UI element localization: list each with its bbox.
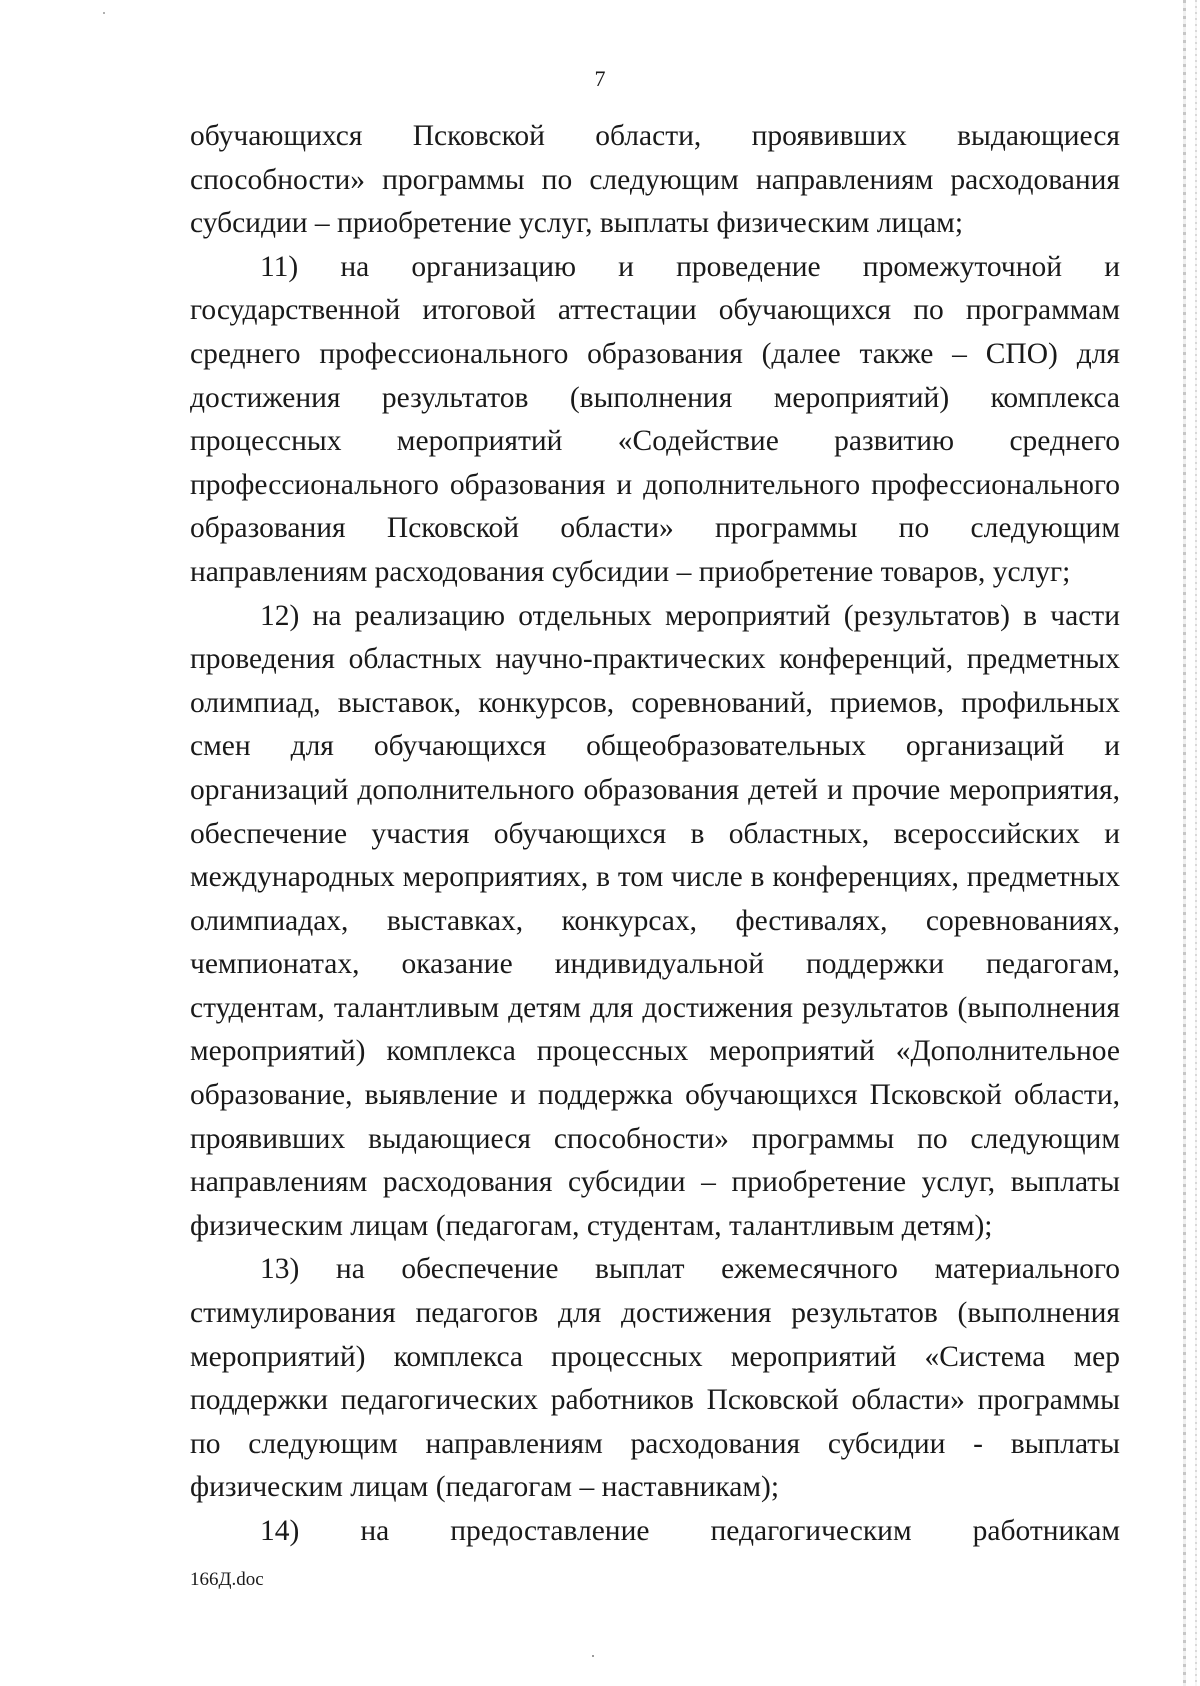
scan-speck (103, 12, 105, 14)
scan-speck (592, 1655, 594, 1657)
paragraph-continuation: обучающихся Псковской области, проявивших выдающиеся способности» программы по следующим направлениям расходования субсидии – приобретение услуг, выплаты физическим лицам; (190, 120, 1120, 240)
paragraph-item-12: 12) на реализацию отдельных мероприятий (результатов) в части проведения областных научно-практических конференций, предметных олимпиад, выставок, конкурсов, соревнований, приемов, профильных смен для обучающихся общеобразовательных организаций и организаций дополнительного образования детей и прочие мероприятия, обеспечение участия обучающихся в областных, всероссийских и международных мероприятиях, в том числе в конференциях, предметных олимпиадах, выставках, конкурсах, фестивалях, соревнованиях, чемпионатах, оказание индивидуальной поддержки педагогам, студентам, талантливым детям для достижения результатов (выполнения мероприятий) комплекса процессных мероприятий «Дополнительное образование, выявление и поддержка обучающихся Псковской области, проявивших выдающиеся способности» программы по следующим направлениям расходования субсидии – приобретение услуг, выплаты физическим лицам (педагогам, студентам, талантливым детям); (190, 599, 1120, 1242)
paragraph-item-13: 13) на обеспечение выплат ежемесячного материального стимулирования педагогов для достижения результатов (выполнения мероприятий) комплекса процессных мероприятий «Система мер поддержки педагогических работников Псковской области» программы по следующим направлениям расходования субсидии - выплаты физическим лицам (педагогам – наставникам); (190, 1253, 1120, 1504)
scan-edge-artifact (1183, 0, 1186, 1686)
page-number: 7 (594, 66, 606, 91)
paragraph-item-11: 11) на организацию и проведение промежуточной и государственной итоговой аттестации обучающихся по программам среднего профессионального образования (далее также – СПО) для достижения результатов (выполнения мероприятий) комплекса процессных мероприятий «Содействие развитию среднего профессионального образования и дополнительного профессионального образования Псковской области» программы по следующим направлениям расходования субсидии – приобретение товаров, услуг; (190, 250, 1120, 588)
footer-filename: 166Д.doc (190, 1569, 264, 1590)
paragraph-item-14: 14) на предоставление педагогическим работникам (260, 1515, 1120, 1547)
document-body (190, 115, 1120, 1554)
scan-edge-artifact-secondary (1195, 0, 1197, 1686)
